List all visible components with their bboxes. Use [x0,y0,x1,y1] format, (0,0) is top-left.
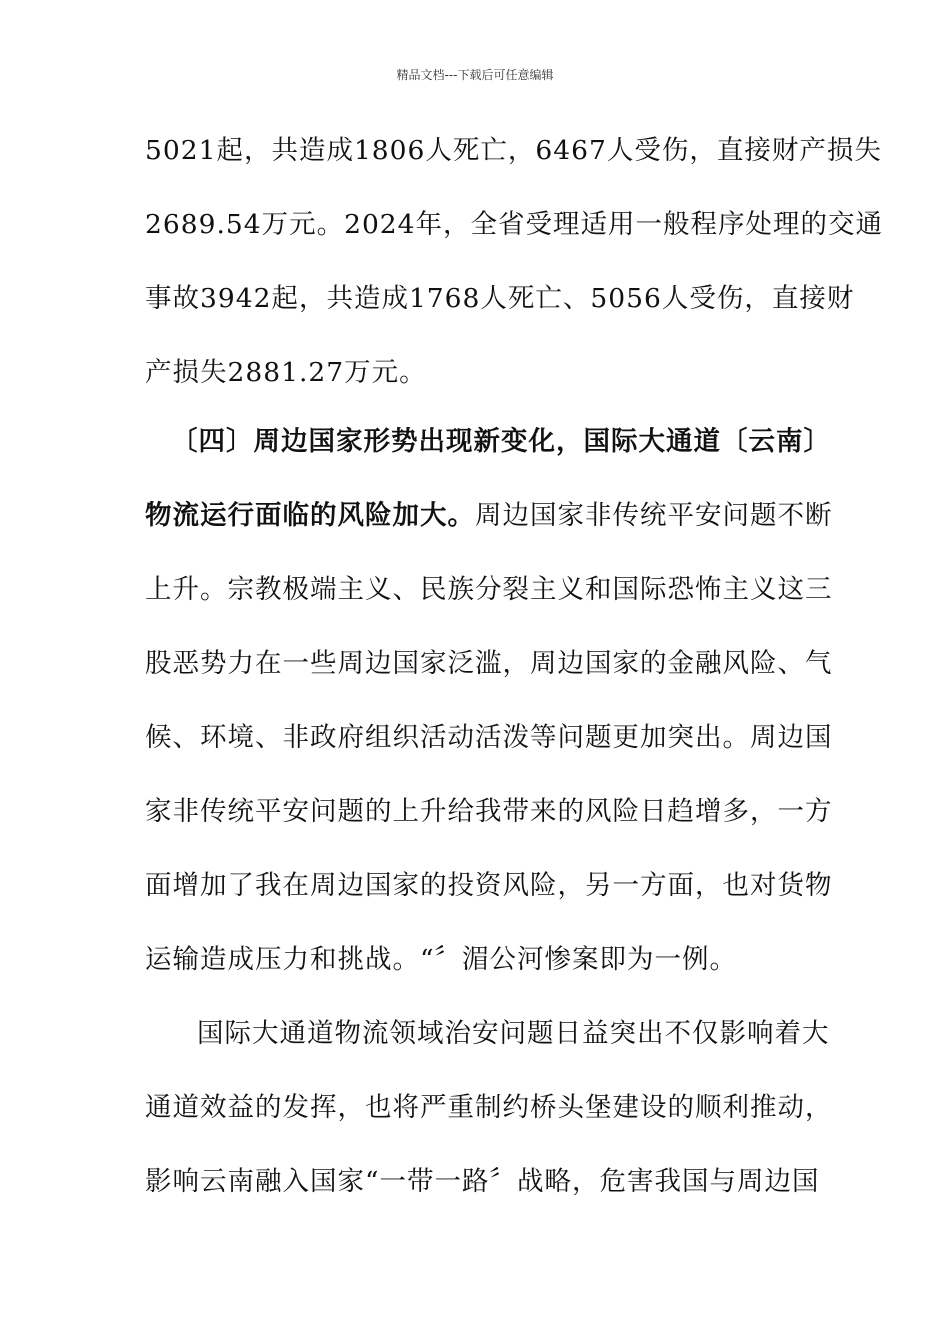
text-line-3: 事故3942起，共造成1768人死亡、5056人受伤，直接财 [145,283,855,314]
text-line-7: 上升。宗教极端主义、民族分裂主义和国际恐怖主义这三 [145,574,833,605]
text-line-9: 候、环境、非政府组织活动活泼等问题更加突出。周边国 [145,722,833,753]
text-line-12: 运输造成压力和挑战。“〞湄公河惨案即为一例。 [145,944,738,975]
text-line-8: 股恶势力在一些周边国家泛滥，周边国家的金融风险、气 [145,648,833,679]
text-line-11: 面增加了我在周边国家的投资风险，另一方面，也对货物 [145,870,833,901]
section-heading-rest: 周边国家非传统平安问题不断 [475,500,833,531]
section-heading-line-1: 〔四〕周边国家形势出现新变化，国际大通道〔云南〕 [171,426,831,457]
text-line-1: 5021起，共造成1806人死亡，6467人受伤，直接财产损失 [145,135,882,166]
section-heading-line-2 [145,498,833,534]
text-line-13: 国际大通道物流领域治安问题日益突出不仅影响着大 [197,1018,830,1049]
text-line-4: 产损失2881.27万元。 [145,357,427,388]
text-line-10: 家非传统平安问题的上升给我带来的风险日趋增多，一方 [145,796,833,827]
page-header: 精品文档---下载后可任意编辑 [396,68,554,82]
section-heading-bold-part: 物流运行面临的风险加大。 [145,500,475,531]
text-line-14: 通道效益的发挥，也将严重制约桥头堡建设的顺利推动， [145,1092,833,1123]
text-line-15: 影响云南融入国家“一带一路〞战略，危害我国与周边国 [145,1166,820,1197]
text-line-2: 2689.54万元。2024年，全省受理适用一般程序处理的交通 [145,209,884,240]
